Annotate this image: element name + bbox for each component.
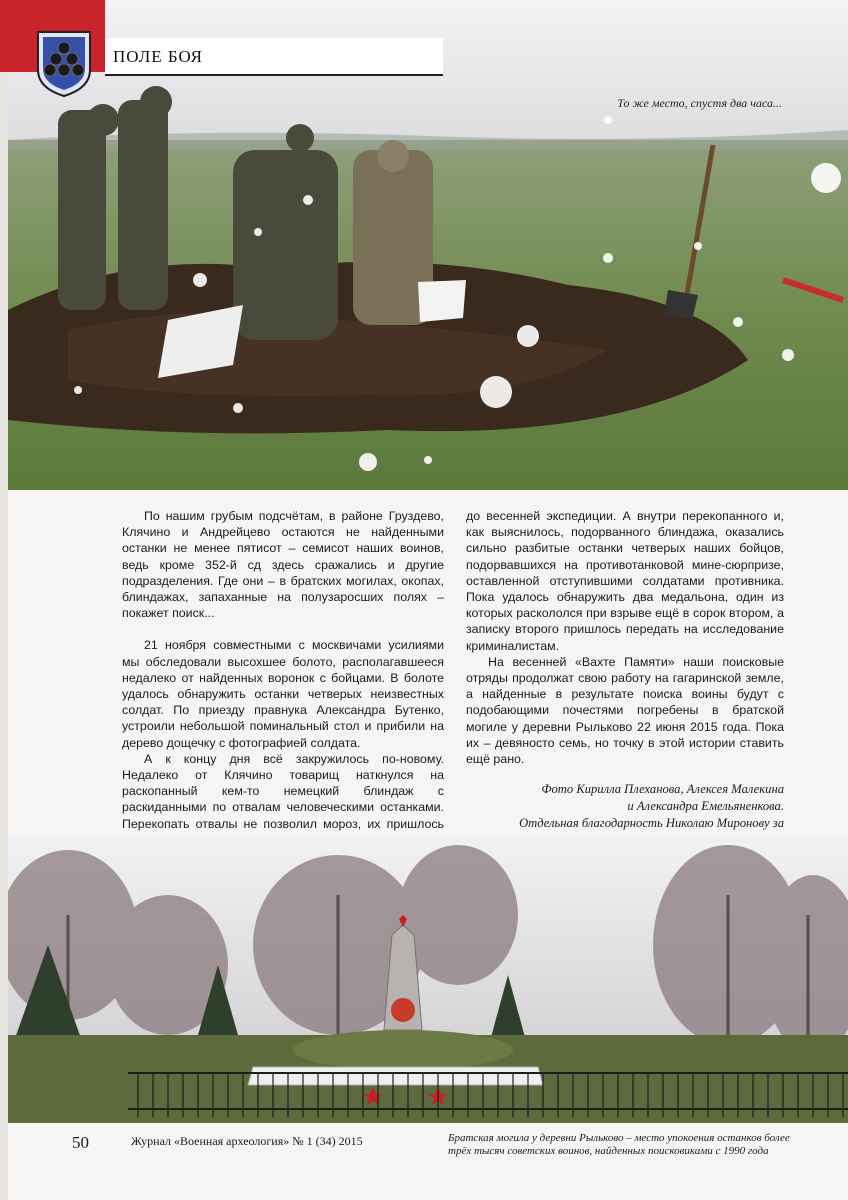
credit-line: Отдельная благодарность Николаю Миронову за [519, 816, 784, 831]
caption-line: Братская могила у деревни Рыльково – место упокоения останков более [448, 1132, 790, 1144]
credit-line: Фото Кирилла Плеханова, Алексея Малекина [541, 782, 784, 797]
page-edge-strip [0, 72, 8, 1200]
bottom-photo-caption [448, 1132, 818, 1158]
article-column-right [466, 508, 784, 849]
memorial-photo [8, 835, 848, 1123]
cannonball-shield-icon [34, 26, 94, 98]
journal-title: Журнал «Военная археология» № 1 (34) 2015 [131, 1134, 363, 1148]
caption-line: трёх тысяч советских воинов, найденных поисковиками с 1990 года [448, 1145, 769, 1157]
credit-line: и Александра Емельяненкова. [627, 799, 784, 814]
paragraph: По нашим грубым подсчётам, в районе Груздево, Клячино и Андрейцево остаются не найденными останки не менее пятисот – семисот наших воинов, ведь кроме 352-й сд здесь сражались и другие подразделения. Где они – в братских могилах, окопах, блиндажах, запаханные на полузаросших полях – покажет поиск... [122, 509, 444, 621]
article-column-left [122, 508, 444, 848]
section-title: ПОЛЕ БОЯ [113, 47, 203, 66]
paragraph: А к концу дня всё закружилось по-новому. Недалеко от Клячино товарищ наткнулся на раскопанный кем-то немецкий блиндаж с раскиданными по отвалам человеческими останками. Перекопать отвалы не позволил мороз, их пришлось [122, 751, 444, 831]
top-photo-caption: То же место, спустя два часа... [617, 96, 782, 110]
paragraph: до весенней экспедиции. А внутри перекопанного и, как выяснилось, подорванного блиндажа, оказались сильно разбитые останки четверых наших бойцов, подорвавшихся на противотанковой мине-сюрпризе, оставленной отступившими солдатами противника. Пока удалось обнаружить два медальона, один из которых раскололся при взрыве ещё в сорок втором, а записку второго пришлось передать на исследование криминалистам. [466, 509, 784, 653]
page-number: 50 [72, 1133, 89, 1152]
paragraph: На весенней «Вахте Памяти» наши поисковые отряды продолжат свою работу на гагаринской земле, а найденные в результате поиска воины будут с подобающими почестями погребены в братской могиле у деревни Рыльково 22 июня 2015 года. Пока их – девяносто семь, но точку в этой истории ставить ещё рано. [466, 654, 784, 767]
paragraph: 21 ноября совместными с москвичами усилиями мы обследовали высохшее болото, располагавшееся недалеко от найденных воронок с бойцами. В болоте удалось обнаружить останки четверых неизвестных солдат. По приезду правнука Александра Бутенко, устроили небольшой поминальный стол и прибили на дерево дощечку с фотографией солдата. [122, 638, 444, 750]
